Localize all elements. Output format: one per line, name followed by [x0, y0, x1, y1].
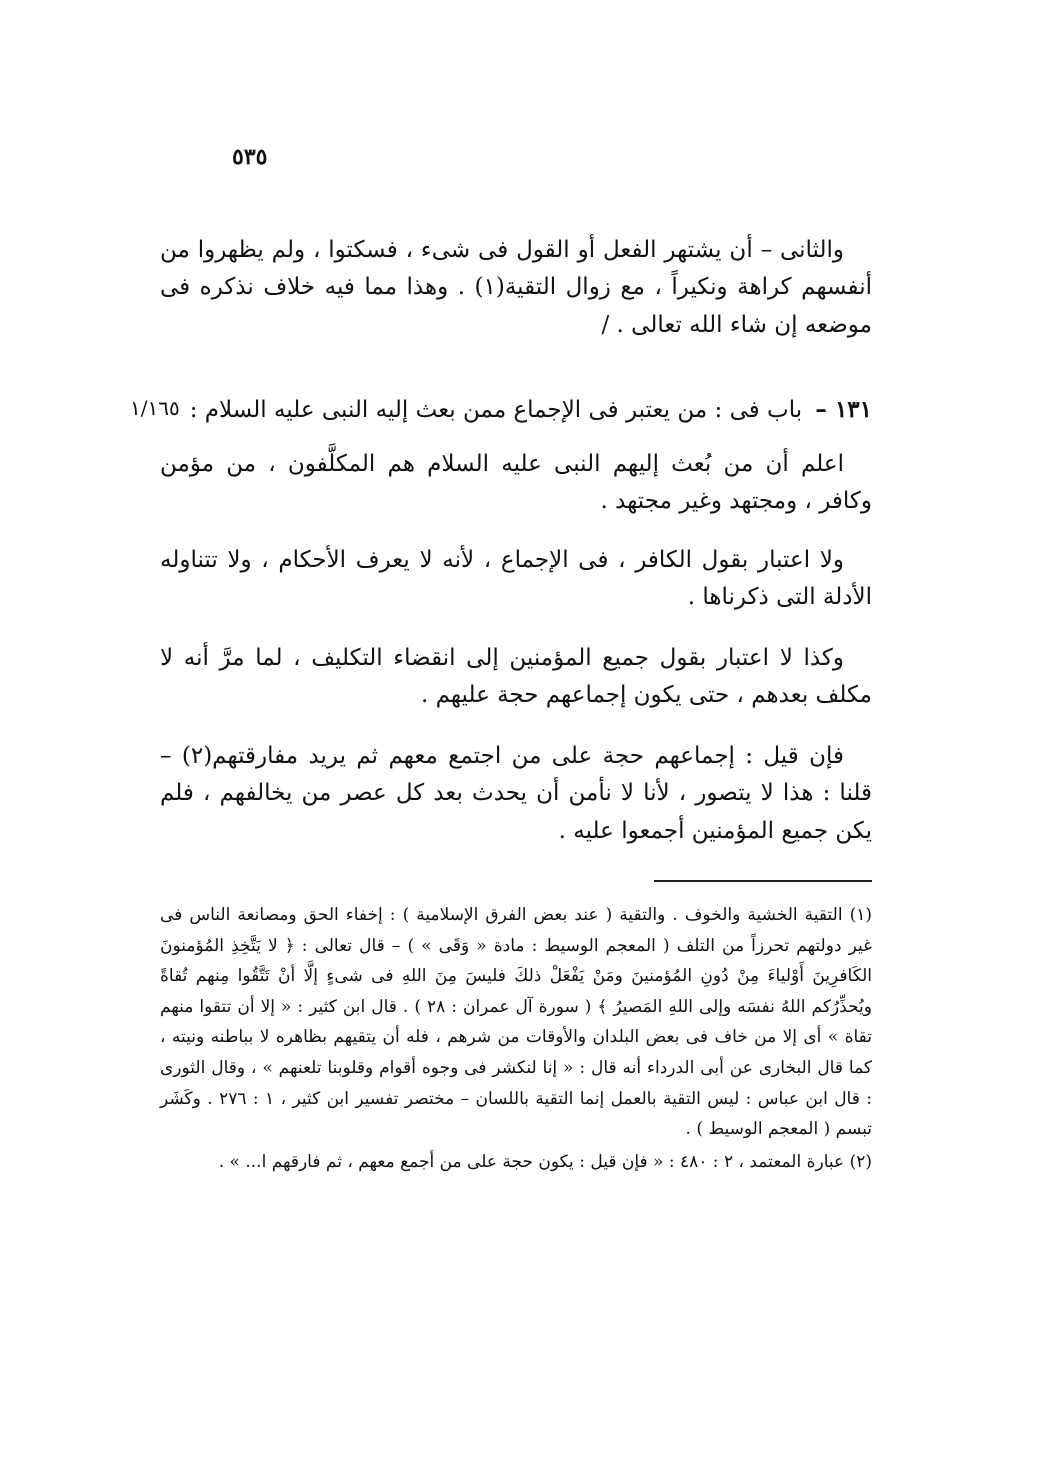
paragraph-5-block — [160, 738, 872, 850]
footnote-separator — [654, 880, 872, 882]
paragraph-5: فإن قيل : إجماعهم حجة على من اجتمع معهم ثم يريد مفارقتهم(٢) – قلنا : هذا لا يتصور ، لأنا لا نأمن أن يحدث بعد كل عصر من يخالفهم ، فلم يكن جميع المؤمنين أجمعوا عليه . — [160, 743, 872, 844]
paragraph-4: وكذا لا اعتبار بقول جميع المؤمنين إلى انقضاء التكليف ، لما مرَّ أنه لا مكلف بعدهم ، حتى يكون إجماعهم حجة عليهم . — [160, 645, 872, 709]
paragraph-2-block — [160, 446, 872, 521]
paragraph-4-block — [160, 640, 872, 715]
paragraph-1: والثانى – أن يشتهر الفعل أو القول فى شىء ، فسكتوا ، ولم يظهروا من أنفسهم كراهة ونكيراً ، مع زوال التقية(١) . وهذا مما فيه خلاف نذكره فى موضعه إن شاء الله تعالى . / — [160, 237, 872, 338]
paragraph-1-block — [160, 232, 872, 344]
footnotes — [160, 900, 872, 1179]
footnote-1: (١) التقية الخشية والخوف . والتقية ( عند بعض الفرق الإسلامية ) : إخفاء الحق ومصانعة الناس فى غير دولتهم تحرزاً من التلف ( المعجم الوسيط : مادة « وَقَى » ) – قال تعالى : ﴿ لا يَتَّخِذِ المُؤمنونَ الكَافرِينَ أَوْلياءَ مِنْ دُونِ المُؤمنينَ ومَنْ يَفْعَلْ ذلكَ فليسَ مِنَ اللهِ فى شىءٍ إلَّا أنْ تَتَّقُوا مِنهم تُقاةً ويُحذِّرُكم اللهُ نفسَه وإلى اللهِ المَصيرُ ﴾ ( سورة آل عمران : ٢٨ ) . قال ابن كثير : « إلا أن تتقوا منهم تقاة » أى إلا من خاف فى بعض البلدان والأوقات من شرهم ، فله أن يتقيهم بظاهره لا بباطنه ونيته ، كما قال البخارى عن أبى الدرداء أنه قال : « إنا لنكشر فى وجوه أقوام وقلوبنا تلعنهم » ، وقال الثورى : قال ابن عباس : ليس التقية بالعمل إنما التقية باللسان – مختصر تفسير ابن كثير ، ١ : ٢٧٦ . وكَشَر تبسم ( المعجم الوسيط ) . — [160, 905, 872, 1140]
page-number: ٥٣٥ — [232, 144, 268, 170]
chapter-heading — [160, 392, 872, 429]
margin-reference: ١/١٦٥ — [130, 396, 180, 420]
paragraph-2: اعلم أن من بُعث إليهم النبى عليه السلام هم المكلَّفون ، من مؤمن وكافر ، ومجتهد وغير مجتهد . — [160, 451, 872, 515]
paragraph-3: ولا اعتبار بقول الكافر ، فى الإجماع ، لأنه لا يعرف الأحكام ، ولا تتناوله الأدلة التى ذكرناها . — [160, 547, 872, 611]
chapter-number: ١٣١ – — [815, 396, 872, 423]
footnote-2: (٢) عبارة المعتمد ، ٢ : ٤٨٠ : « فإن قيل : يكون حجة على من أجمع معهم ، ثم فارقهم ا... » . — [218, 1151, 872, 1172]
chapter-title: باب فى : من يعتبر فى الإجماع ممن بعث إليه النبى عليه السلام : — [189, 397, 803, 423]
paragraph-3-block — [160, 542, 872, 617]
